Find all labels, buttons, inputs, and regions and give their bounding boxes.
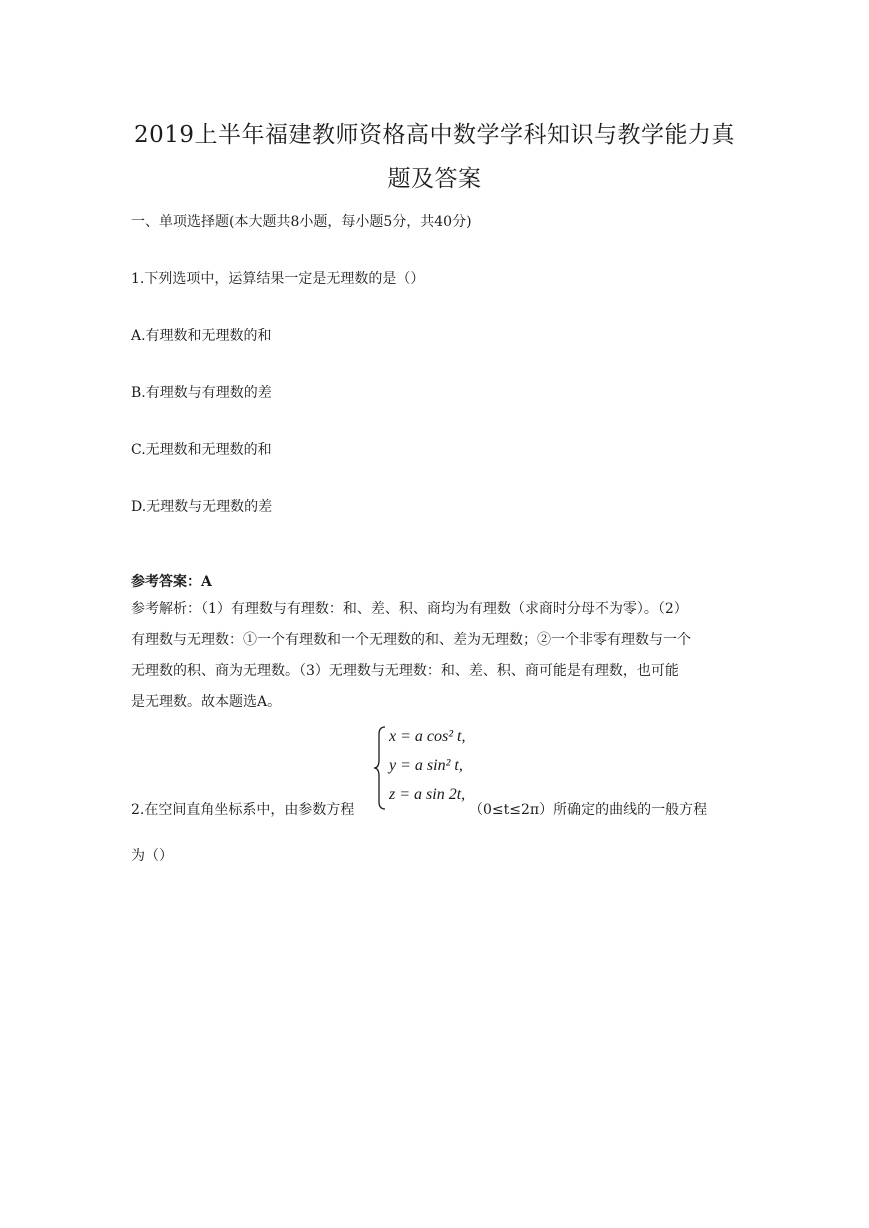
analysis-line: 有理数与无理数：①一个有理数和一个无理数的和、差为无理数；②一个非零有理数与一个	[131, 632, 691, 648]
curly-brace-icon	[373, 726, 387, 810]
equation-y: y = a sin² t,	[389, 757, 463, 774]
question-1-option-a: A.有理数和无理数的和	[131, 328, 272, 344]
question-2-stem-after: （0≤t≤2π）所确定的曲线的一般方程	[469, 802, 708, 818]
document-title-line1: 2019上半年福建教师资格高中数学学科知识与教学能力真	[133, 122, 736, 148]
question-1-option-d: D.无理数与无理数的差	[131, 499, 273, 515]
document-title-line2: 题及答案	[387, 166, 482, 192]
question-1-option-b: B.有理数与有理数的差	[131, 385, 272, 401]
equation-z: z = a sin 2t,	[389, 786, 466, 803]
section-heading: 一、单项选择题(本大题共8小题，每小题5分，共40分)	[131, 214, 472, 230]
answer-label: 参考答案：	[131, 574, 201, 590]
question-1-option-c: C.无理数和无理数的和	[131, 442, 272, 458]
question-1-answer	[131, 571, 212, 591]
analysis-line: 无理数的积、商为无理数。（3）无理数与无理数：和、差、积、商可能是有理数，也可能	[131, 663, 679, 679]
equation-x: x = a cos² t,	[389, 728, 466, 745]
question-2-stem-before: 2.在空间直角坐标系中，由参数方程	[131, 802, 355, 818]
analysis-line: 是无理数。故本题选A。	[131, 694, 282, 710]
question-2-stem-line2: 为（）	[131, 848, 173, 864]
question-1-stem: 1.下列选项中，运算结果一定是无理数的是（）	[131, 271, 425, 287]
analysis-line: 参考解析：（1）有理数与有理数：和、差、积、商均为有理数（求商时分母不为零）。（2）	[131, 601, 688, 617]
question-1-analysis	[131, 594, 741, 718]
answer-value: A	[201, 574, 212, 590]
